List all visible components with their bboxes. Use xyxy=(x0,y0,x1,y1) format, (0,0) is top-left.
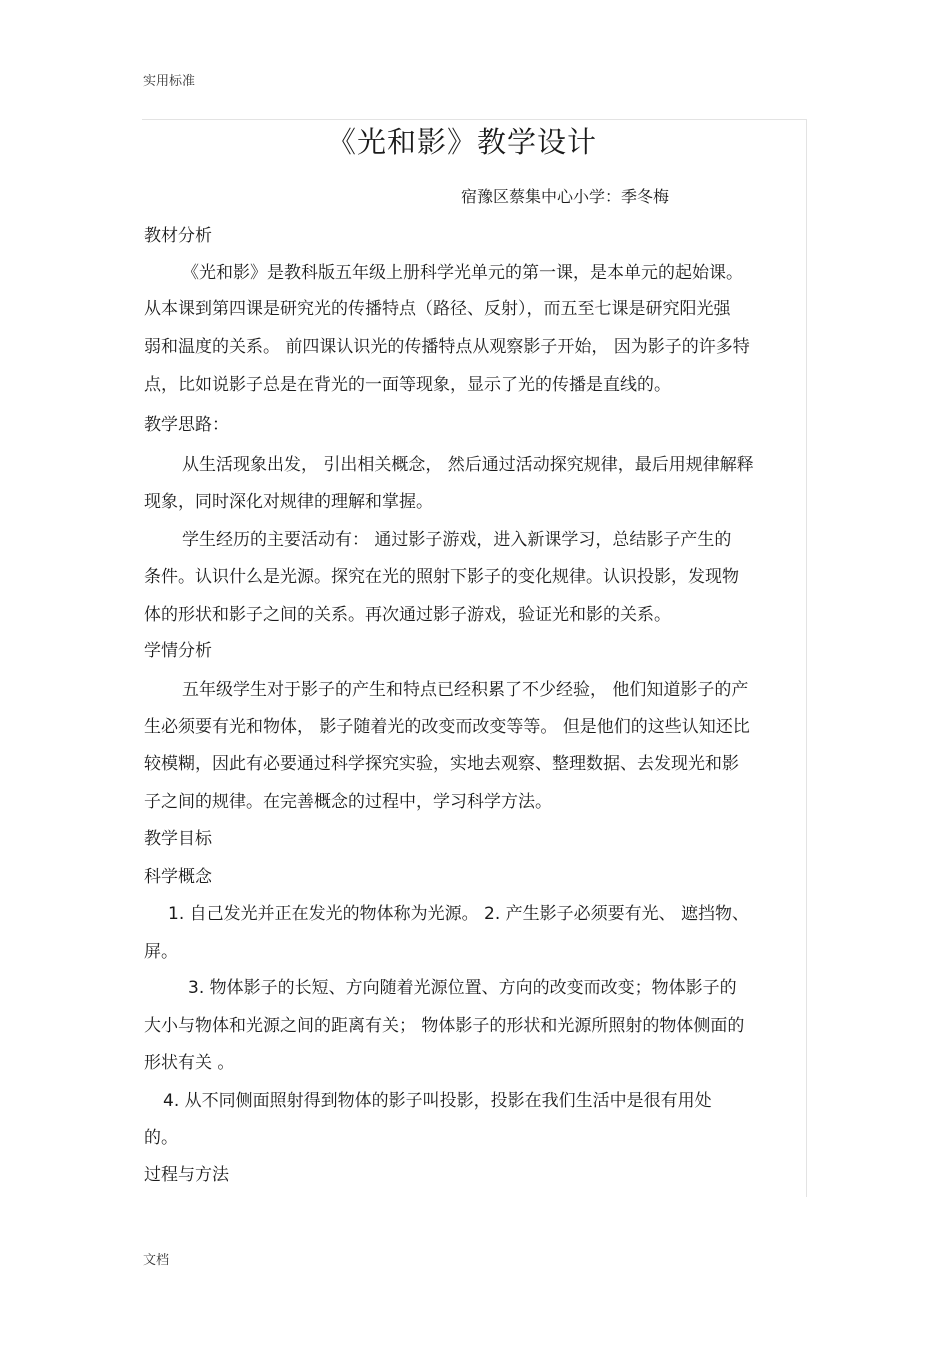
paragraph-line: 大小与物体和光源之间的距离有关； 物体影子的形状和光源所照射的物体侧面的 xyxy=(144,1016,745,1036)
page-footer: 文档 xyxy=(143,1253,170,1268)
section-heading: 教学思路： xyxy=(144,415,229,435)
paragraph-line: 的。 xyxy=(144,1128,178,1148)
section-heading: 教学目标 xyxy=(144,829,212,849)
section-heading: 教材分析 xyxy=(144,226,212,246)
paragraph-line: 条件。认识什么是光源。探究在光的照射下影子的变化规律。认识投影，发现物 xyxy=(144,567,739,587)
paragraph-line: 较模糊，因此有必要通过科学探究实验，实地去观察、整理数据、去发现光和影 xyxy=(144,754,739,774)
paragraph-line: 从本课到第四课是研究光的传播特点（路径、反射），而五至七课是研究阳光强 xyxy=(144,299,731,319)
paragraph-line: 《光和影》是教科版五年级上册科学光单元的第一课，是本单元的起始课。 xyxy=(182,263,743,283)
page-header: 实用标准 xyxy=(143,74,196,89)
section-heading: 学情分析 xyxy=(144,641,212,661)
paragraph-line: 生必须要有光和物体， 影子随着光的改变而改变等等。 但是他们的这些认知还比 xyxy=(144,717,750,737)
paragraph-line: 五年级学生对于影子的产生和特点已经积累了不少经验， 他们知道影子的产 xyxy=(182,680,749,700)
paragraph-line: 学生经历的主要活动有： 通过影子游戏，进入新课学习，总结影子产生的 xyxy=(182,530,732,550)
subsection-heading: 过程与方法 xyxy=(144,1165,229,1185)
author-line: 宿豫区蔡集中心小学：季冬梅 xyxy=(461,187,670,206)
list-item: 4. 从不同侧面照射得到物体的影子叫投影，投影在我们生活中是很有用处 xyxy=(163,1091,712,1111)
subsection-heading: 科学概念 xyxy=(144,867,212,887)
list-item: 3. 物体影子的长短、方向随着光源位置、方向的改变而改变；物体影子的 xyxy=(188,978,737,998)
paragraph-line: 子之间的规律。在完善概念的过程中，学习科学方法。 xyxy=(144,792,552,812)
paragraph-line: 从生活现象出发， 引出相关概念， 然后通过活动探究规律，最后用规律解释 xyxy=(182,455,754,475)
paragraph-line: 现象，同时深化对规律的理解和掌握。 xyxy=(144,492,433,512)
paragraph-line: 体的形状和影子之间的关系。再次通过影子游戏，验证光和影的关系。 xyxy=(144,605,671,625)
document-title: 《光和影》教学设计 xyxy=(327,125,598,159)
paragraph-line: 点，比如说影子总是在背光的一面等现象，显示了光的传播是直线的。 xyxy=(144,375,671,395)
paragraph-line: 屏。 xyxy=(144,942,178,962)
paragraph-line: 弱和温度的关系。 前四课认识光的传播特点从观察影子开始， 因为影子的许多特 xyxy=(144,337,750,357)
list-item: 1. 自己发光并正在发光的物体称为光源。 2. 产生影子必须要有光、 遮挡物、 xyxy=(168,904,750,924)
paragraph-line: 形状有关 。 xyxy=(144,1053,235,1073)
